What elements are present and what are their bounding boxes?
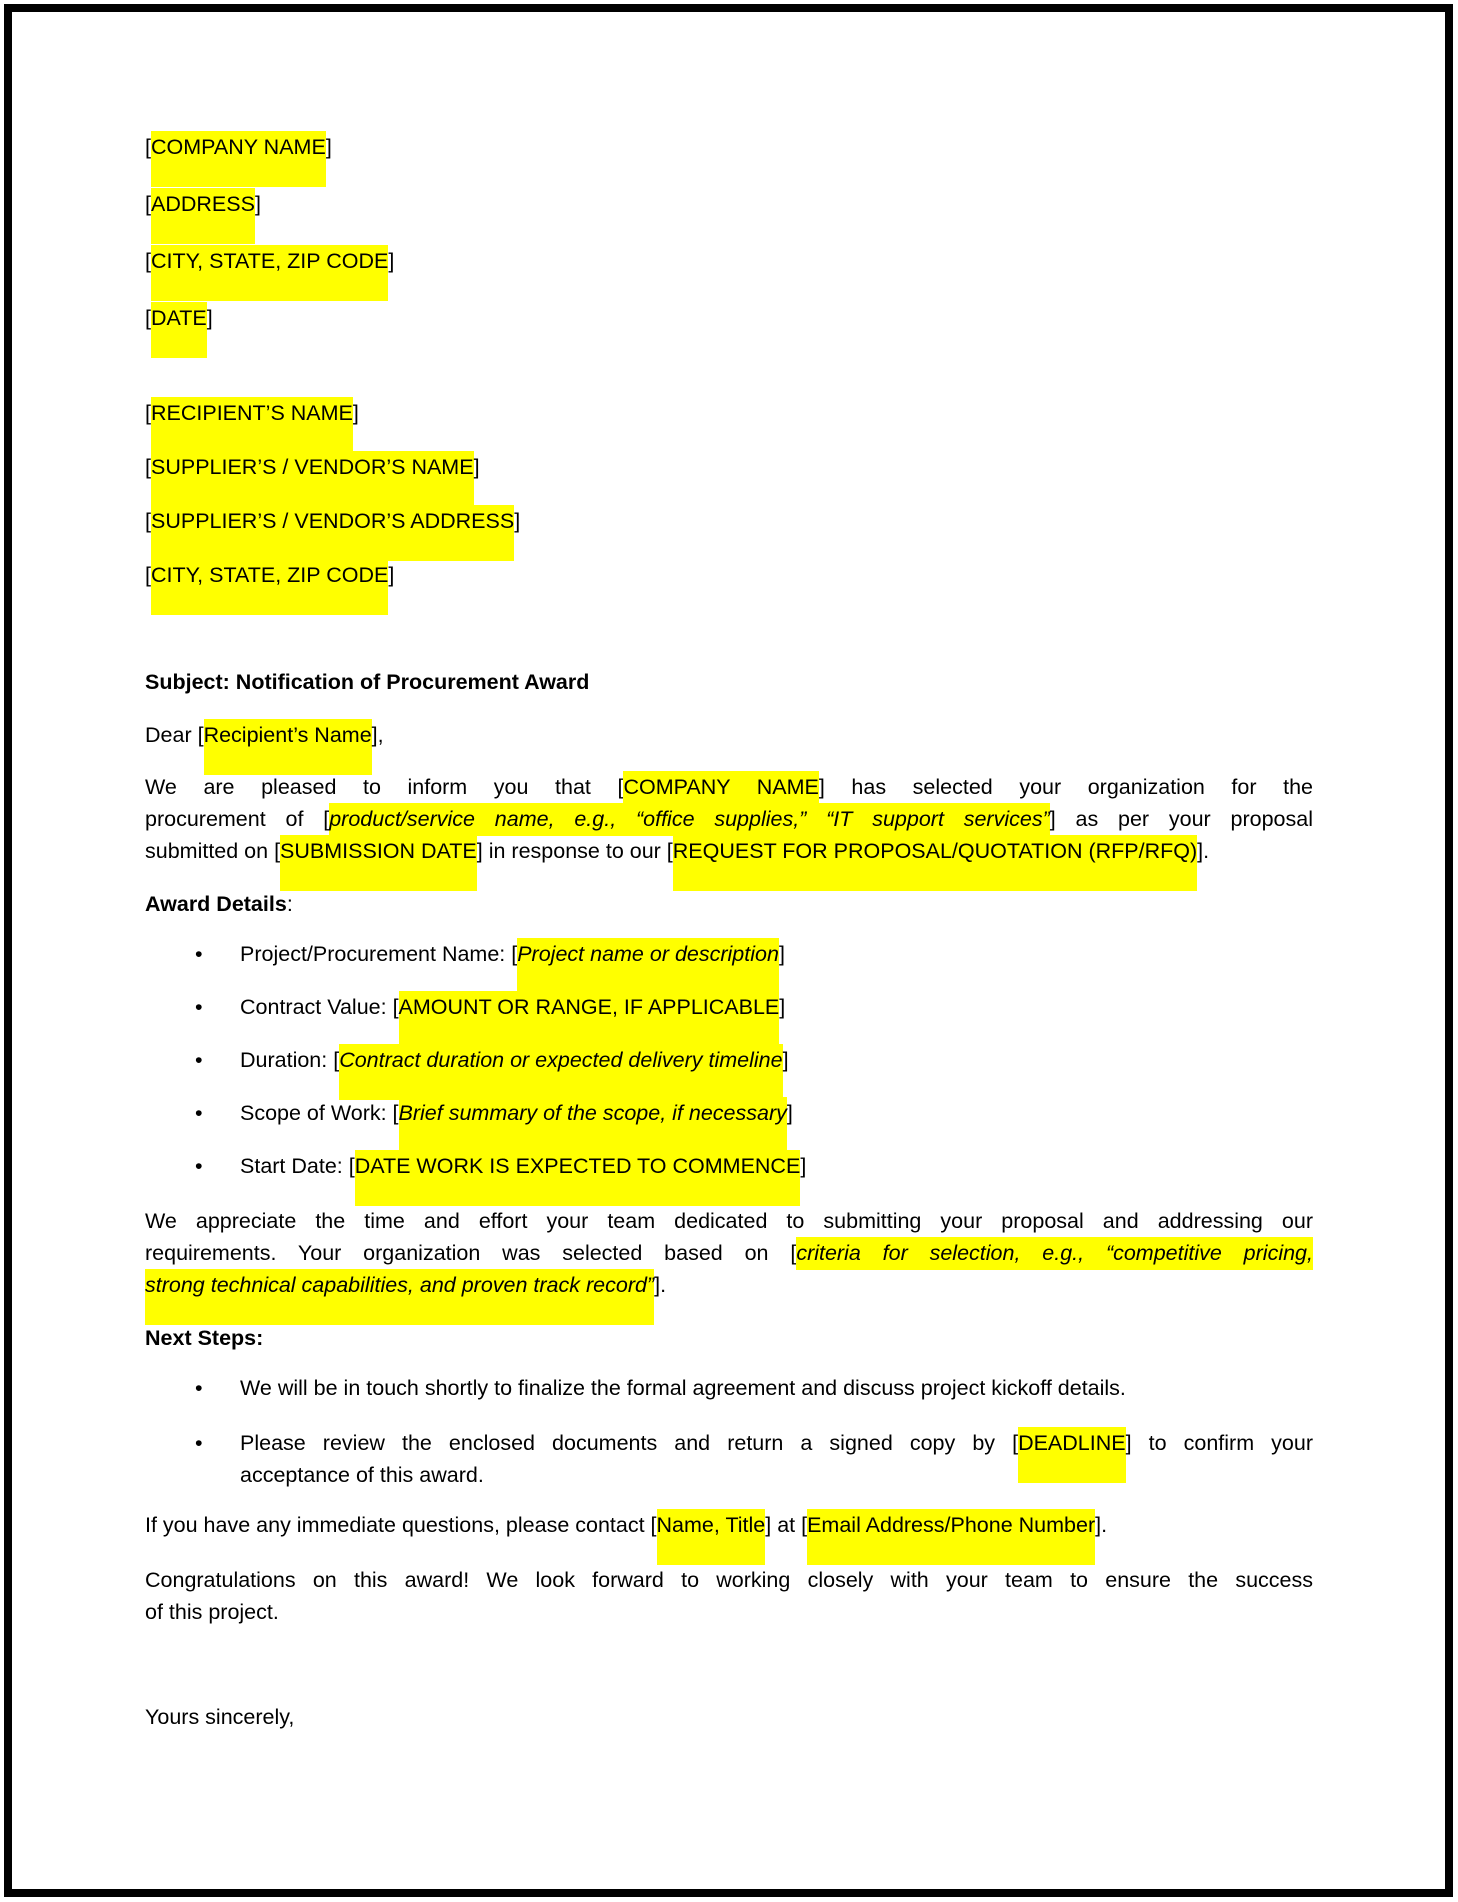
next-steps-bullet-review-line-1: [240, 1427, 1313, 1459]
text-run: ].: [654, 1273, 667, 1297]
placeholder-highlight: Email Address/Phone Number: [807, 1509, 1095, 1565]
intro-line-2: [145, 803, 1313, 835]
placeholder-highlight: product/service name, e.g., “office supplies,” “IT support services”: [329, 803, 1050, 836]
text-run: We will be in touch shortly to finalize the formal agreement and discuss project kickoff details.: [240, 1376, 1126, 1400]
bullet-icon: •: [195, 1431, 203, 1455]
text-run: ] at [: [765, 1513, 808, 1537]
text-run: ] has selected your organization for the: [818, 775, 1313, 799]
award-bullet-scope: [240, 1097, 1313, 1129]
text-run: We appreciate the time and effort your team dedicated to submitting your proposal and addressing our: [145, 1209, 1313, 1233]
placeholder-highlight: REQUEST FOR PROPOSAL/QUOTATION (RFP/RFQ): [673, 835, 1197, 891]
text-run: ] as per your proposal: [1049, 807, 1313, 831]
intro-line-3: [145, 835, 1313, 867]
text-run: submitted on [: [145, 839, 281, 863]
congratulations-paragraph: [145, 1564, 1313, 1628]
bullet-icon: •: [195, 1154, 203, 1178]
award-bullet-start-date: [240, 1150, 1313, 1182]
placeholder-highlight: SUPPLIER’S / VENDOR’S ADDRESS: [151, 505, 514, 561]
text-run: [: [145, 249, 151, 273]
salutation-line: [145, 719, 1313, 751]
text-run: ],: [371, 723, 384, 747]
placeholder-highlight: DATE: [151, 302, 207, 358]
text-run: ]: [254, 192, 261, 216]
placeholder-highlight: strong technical capabilities, and proven track record”: [145, 1269, 654, 1325]
appreciation-line-1: [145, 1205, 1313, 1237]
sender-address-line: [145, 188, 1313, 220]
placeholder-highlight: Project name or description: [517, 938, 779, 994]
subject-line: [145, 666, 1313, 698]
award-bullet-contract-value: [240, 991, 1313, 1023]
text-run: Subject: Notification of Procurement Award: [145, 670, 590, 694]
text-run: ]: [352, 401, 359, 425]
text-run: ]: [514, 509, 521, 533]
placeholder-highlight: ADDRESS: [151, 188, 255, 244]
bullet-icon: •: [195, 1048, 203, 1072]
placeholder-highlight: Brief summary of the scope, if necessary: [399, 1097, 787, 1153]
placeholder-highlight: DEADLINE: [1018, 1427, 1126, 1483]
recipient-vendor-name-line: [145, 451, 1313, 483]
bullet-icon: •: [195, 1101, 203, 1125]
list-item: [195, 1427, 1313, 1491]
placeholder-highlight: SUPPLIER’S / VENDOR’S NAME: [151, 451, 474, 507]
placeholder-highlight: RECIPIENT’S NAME: [151, 397, 353, 453]
text-run: acceptance of this award.: [240, 1463, 484, 1487]
text-run: Award Details: [145, 892, 287, 916]
text-run: [: [145, 192, 151, 216]
text-run: ] in response to our [: [476, 839, 673, 863]
next-steps-list: [145, 1372, 1313, 1491]
text-run: ]: [779, 995, 786, 1019]
text-run: [: [145, 563, 151, 587]
placeholder-highlight: COMPANY NAME: [623, 771, 818, 804]
bullet-icon: •: [195, 942, 203, 966]
congratulations-line-1: [145, 1564, 1313, 1596]
text-run: Please review the enclosed documents and return a signed copy by [: [240, 1431, 1019, 1455]
text-run: We are pleased to inform you that [: [145, 775, 624, 799]
text-run: Congratulations on this award! We look forward to working closely with your team to ensure the success: [145, 1568, 1313, 1592]
sender-company-line: [145, 131, 1313, 163]
placeholder-highlight: Recipient’s Name: [204, 719, 372, 775]
text-run: [: [145, 306, 151, 330]
sender-date-line: [145, 302, 1313, 334]
text-run: ]: [800, 1154, 807, 1178]
next-steps-bullet-review-line-2: [240, 1459, 1313, 1491]
placeholder-highlight: CITY, STATE, ZIP CODE: [151, 245, 388, 301]
placeholder-highlight: COMPANY NAME: [151, 131, 326, 187]
text-run: ]: [778, 942, 785, 966]
list-item: [195, 1044, 1313, 1076]
placeholder-highlight: Name, Title: [657, 1509, 766, 1565]
list-item: [195, 1372, 1313, 1404]
placeholder-highlight: CITY, STATE, ZIP CODE: [151, 559, 388, 615]
congratulations-line-2: [145, 1596, 1313, 1628]
appreciation-paragraph: [145, 1205, 1313, 1301]
text-run: Scope of Work: [: [240, 1101, 399, 1125]
text-run: ]: [206, 306, 213, 330]
text-run: of this project.: [145, 1600, 279, 1624]
text-run: [: [145, 135, 151, 159]
text-run: ] to confirm your: [1125, 1431, 1313, 1455]
placeholder-highlight: SUBMISSION DATE: [280, 835, 477, 891]
recipient-name-line: [145, 397, 1313, 429]
award-bullet-duration: [240, 1044, 1313, 1076]
list-item: [195, 1150, 1313, 1182]
text-run: ].: [1197, 839, 1210, 863]
text-run: ]: [782, 1048, 789, 1072]
bullet-icon: •: [195, 995, 203, 1019]
letter-content: [145, 131, 1313, 1733]
text-run: ]: [473, 455, 480, 479]
text-run: Start Date: [: [240, 1154, 355, 1178]
list-item: [195, 1097, 1313, 1129]
sender-city-state-zip-line: [145, 245, 1313, 277]
text-run: Yours sincerely,: [145, 1705, 295, 1729]
recipient-city-state-zip-line: [145, 559, 1313, 591]
text-run: ]: [388, 563, 395, 587]
contact-line: [145, 1509, 1313, 1541]
text-run: ].: [1095, 1513, 1108, 1537]
text-run: Next Steps:: [145, 1326, 264, 1350]
placeholder-highlight: criteria for selection, e.g., “competitive pricing,: [796, 1237, 1313, 1270]
appreciation-line-3: [145, 1269, 1313, 1301]
placeholder-highlight: DATE WORK IS EXPECTED TO COMMENCE: [355, 1150, 801, 1206]
award-details-heading: [145, 888, 1313, 920]
closing-line: [145, 1701, 1313, 1733]
bullet-icon: •: [195, 1376, 203, 1400]
award-bullet-project-name: [240, 938, 1313, 970]
text-run: procurement of [: [145, 807, 330, 831]
text-run: ]: [325, 135, 332, 159]
text-run: Dear [: [145, 723, 204, 747]
text-run: requirements. Your organization was selected based on [: [145, 1241, 797, 1265]
placeholder-highlight: AMOUNT OR RANGE, IF APPLICABLE: [399, 991, 780, 1047]
recipient-vendor-address-line: [145, 505, 1313, 537]
appreciation-line-2: [145, 1237, 1313, 1269]
text-run: Duration: [: [240, 1048, 340, 1072]
text-run: [: [145, 401, 151, 425]
intro-paragraph: [145, 771, 1313, 867]
text-run: [: [145, 509, 151, 533]
placeholder-highlight: Contract duration or expected delivery timeline: [339, 1044, 782, 1100]
next-steps-bullet-finalize: [240, 1372, 1313, 1404]
text-run: ]: [786, 1101, 793, 1125]
text-run: If you have any immediate questions, please contact [: [145, 1513, 657, 1537]
text-run: Contract Value: [: [240, 995, 399, 1019]
text-run: Project/Procurement Name: [: [240, 942, 518, 966]
next-steps-heading: [145, 1322, 1313, 1354]
award-details-list: [145, 938, 1313, 1182]
text-run: :: [286, 892, 293, 916]
text-run: ]: [388, 249, 395, 273]
list-item: [195, 991, 1313, 1023]
text-run: [: [145, 455, 151, 479]
intro-line-1: [145, 771, 1313, 803]
list-item: [195, 938, 1313, 970]
